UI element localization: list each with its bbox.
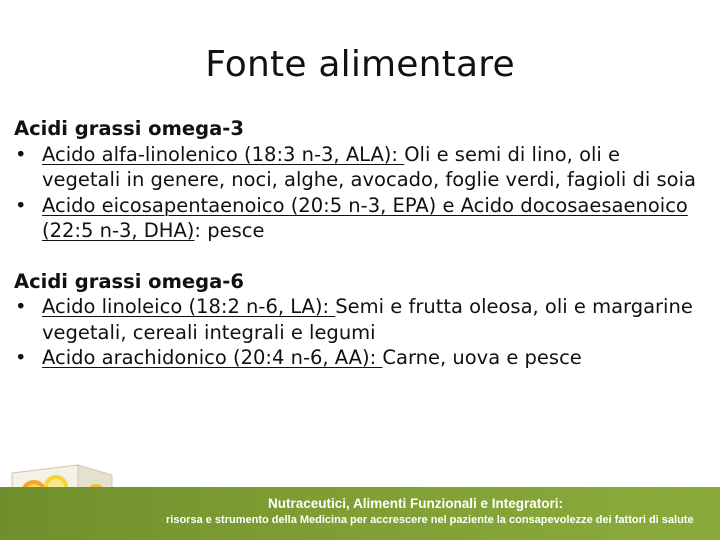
list-item — [14, 142, 704, 193]
list-item — [14, 294, 704, 345]
fatty-acid-term: Acido eicosapentaenoico (20:5 n-3, EPA) e Acido docosaesaenoico (22:5 n-3, DHA) — [42, 193, 688, 242]
footer-banner — [0, 487, 720, 540]
fatty-acid-term: Acido alfa-linolenico (18:3 n-3, ALA): — [42, 142, 405, 166]
bullet-icon: • — [15, 295, 27, 318]
footer-title: Nutraceutici, Alimenti Funzionali e Integratori: — [268, 496, 564, 511]
omega3-list — [14, 142, 704, 244]
bullet-icon: • — [15, 346, 27, 369]
section-heading-omega3: Acidi grassi omega-3 — [14, 117, 244, 140]
list-item — [14, 345, 704, 371]
slide-title: Fonte alimentare — [205, 44, 515, 85]
footer-subtitle: risorsa e strumento della Medicina per accrescere nel paziente la consapevolezze dei fattori di salute — [166, 514, 694, 526]
food-sources: Semi e frutta oleosa, oli e margarine vegetali, cereali integrali e legumi — [42, 295, 693, 344]
section-heading-omega6: Acidi grassi omega-6 — [14, 269, 244, 293]
food-sources: Oli e semi di lino, oli e vegetali in genere, noci, alghe, avocado, foglie verdi, fagioli di soia — [42, 142, 696, 191]
omega6-list — [14, 294, 704, 371]
food-sources: Carne, uova e pesce — [382, 346, 582, 369]
food-sources: : pesce — [194, 219, 265, 242]
slide-content — [14, 116, 704, 371]
fatty-acid-term: Acido linoleico (18:2 n-6, LA): — [42, 295, 336, 318]
fatty-acid-term: Acido arachidonico (20:4 n-6, AA): — [42, 346, 383, 369]
bullet-icon: • — [15, 142, 27, 166]
list-item — [14, 193, 704, 244]
bullet-icon: • — [15, 193, 27, 217]
